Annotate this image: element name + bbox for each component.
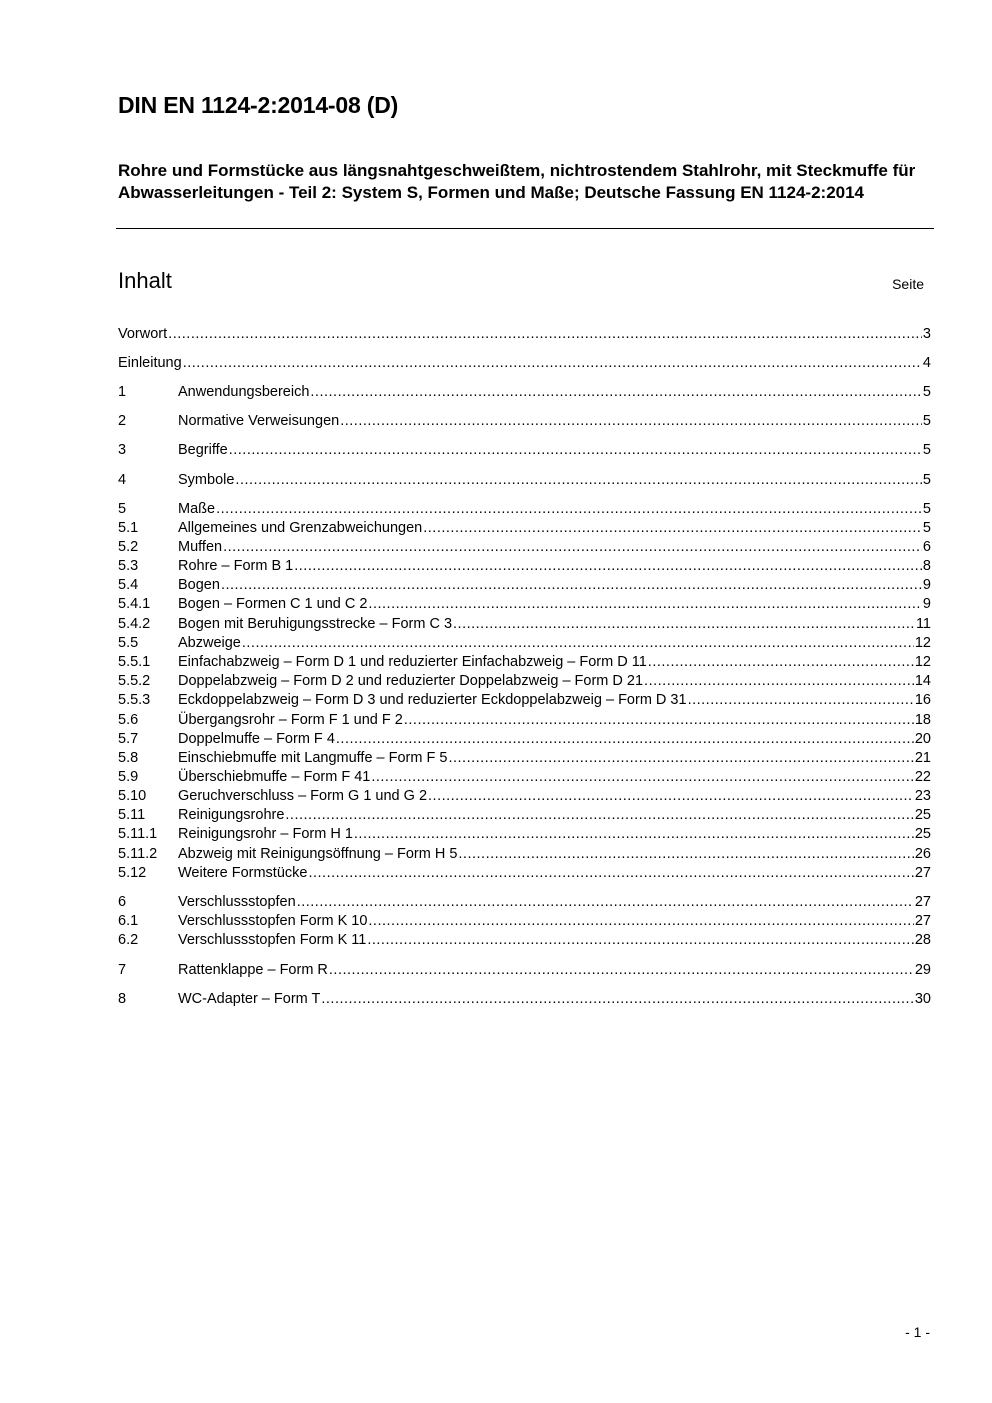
toc-entry-number: 5.5.1 <box>118 654 151 670</box>
toc-entry-label: Reinigungsrohr – Form H 1 <box>178 826 353 842</box>
toc-leader-dots <box>368 912 913 931</box>
toc-leader-dots <box>183 354 922 373</box>
toc-entry[interactable] <box>118 825 931 844</box>
toc-entry-label: Bogen <box>178 577 220 593</box>
toc-entry-page: 22 <box>914 769 931 785</box>
toc-entry-label: Eckdoppelabzweig – Form D 3 und reduzierter Eckdoppelabzweig – Form D 31 <box>178 692 687 708</box>
toc-entry-page: 27 <box>914 894 931 910</box>
toc-entry-label: Doppelmuffe – Form F 4 <box>178 731 335 747</box>
toc-entry-page: 26 <box>914 846 931 862</box>
toc-entry-page: 5 <box>922 442 931 458</box>
toc-entry-number: 5.10 <box>118 788 147 804</box>
toc-entry-label: Bogen mit Beruhigungsstrecke – Form C 3 <box>178 616 453 632</box>
toc-entry-page: 23 <box>914 788 931 804</box>
toc-entry-page: 5 <box>922 501 931 517</box>
toc-entry-page: 11 <box>915 616 931 632</box>
toc-entry[interactable] <box>118 653 931 672</box>
toc-leader-dots <box>644 672 914 691</box>
toc-entry-label: Einleitung <box>118 355 182 371</box>
toc-entry-label: Bogen – Formen C 1 und C 2 <box>178 596 368 612</box>
toc-entry-number: 1 <box>118 384 127 400</box>
toc-entry-number: 3 <box>118 442 127 458</box>
toc-leader-dots <box>297 893 914 912</box>
toc-entry-page: 3 <box>922 326 931 342</box>
toc-entry-number: 5.7 <box>118 731 139 747</box>
toc-entry[interactable] <box>118 441 931 460</box>
toc-entry-page: 12 <box>914 654 931 670</box>
toc-entry-number: 7 <box>118 962 127 978</box>
toc-leader-dots <box>329 961 914 980</box>
toc-leader-dots <box>308 864 913 883</box>
toc-entry-number: 5.4 <box>118 577 139 593</box>
toc-entry[interactable] <box>118 325 931 344</box>
toc-entry[interactable] <box>118 845 931 864</box>
toc-entry-page: 5 <box>922 413 931 429</box>
toc-entry-page: 9 <box>922 596 931 612</box>
toc-entry-page: 25 <box>914 807 931 823</box>
toc-entry[interactable] <box>118 961 931 980</box>
toc-entry[interactable] <box>118 383 931 402</box>
toc-entry-label: Doppelabzweig – Form D 2 und reduzierter Doppelabzweig – Form D 21 <box>178 673 644 689</box>
toc-entry-number: 5.11.2 <box>118 846 158 862</box>
title-divider <box>116 228 934 229</box>
toc-entry-number: 5.8 <box>118 750 139 766</box>
toc-leader-dots <box>428 787 914 806</box>
toc-entry-page: 30 <box>914 991 931 1007</box>
toc-entry-number: 5 <box>118 501 127 517</box>
toc-entry-number: 5.9 <box>118 769 139 785</box>
toc-entry[interactable] <box>118 615 931 634</box>
toc-entry-page: 18 <box>914 712 931 728</box>
toc-entry[interactable] <box>118 990 931 1009</box>
toc-entry-number: 6.1 <box>118 913 139 929</box>
toc-entry-label: Rohre – Form B 1 <box>178 558 294 574</box>
toc-entry-label: Abzweige <box>178 635 241 651</box>
toc-entry-page: 21 <box>914 750 931 766</box>
toc-entry[interactable] <box>118 806 931 825</box>
toc-leader-dots <box>368 595 922 614</box>
toc-entry[interactable] <box>118 576 931 595</box>
toc-entry-number: 6 <box>118 894 127 910</box>
toc-entry[interactable] <box>118 634 931 653</box>
toc-entry[interactable] <box>118 412 931 431</box>
toc-leader-dots <box>367 931 914 950</box>
toc-leader-dots <box>648 653 914 672</box>
toc-entry-label: Reinigungsrohre <box>178 807 285 823</box>
toc-leader-dots <box>448 749 913 768</box>
toc-entry[interactable] <box>118 471 931 490</box>
toc-leader-dots <box>688 691 914 710</box>
toc-entry-label: Abzweig mit Reinigungsöffnung – Form H 5 <box>178 846 458 862</box>
toc-entry[interactable] <box>118 768 931 787</box>
toc-entry-label: Symbole <box>178 472 235 488</box>
toc-entry-page: 29 <box>914 962 931 978</box>
toc-entry-page: 12 <box>914 635 931 651</box>
toc-entry[interactable] <box>118 787 931 806</box>
toc-entry[interactable] <box>118 519 931 538</box>
toc-entry[interactable] <box>118 749 931 768</box>
toc-entry-label: Einfachabzweig – Form D 1 und reduzierter Einfachabzweig – Form D 11 <box>178 654 647 670</box>
toc-entry-label: Überschiebmuffe – Form F 41 <box>178 769 371 785</box>
toc-leader-dots <box>354 825 914 844</box>
toc-leader-dots <box>404 711 914 730</box>
toc-entry-number: 8 <box>118 991 127 1007</box>
toc-leader-dots <box>453 615 915 634</box>
toc-leader-dots <box>458 845 913 864</box>
toc-leader-dots <box>336 730 914 749</box>
toc-entry-page: 27 <box>914 865 931 881</box>
toc-entry-number: 6.2 <box>118 932 139 948</box>
toc-entry-page: 5 <box>922 520 931 536</box>
toc-entry[interactable] <box>118 730 931 749</box>
toc-leader-dots <box>235 471 922 490</box>
toc-leader-dots <box>423 519 922 538</box>
toc-leader-dots <box>310 383 922 402</box>
toc-entry-label: Anwendungsbereich <box>178 384 310 400</box>
toc-entry[interactable] <box>118 711 931 730</box>
toc-entry-number: 5.5 <box>118 635 139 651</box>
toc-entry-page: 20 <box>914 731 931 747</box>
toc-entry-number: 5.3 <box>118 558 139 574</box>
toc-leader-dots <box>221 576 922 595</box>
toc-leader-dots <box>229 441 922 460</box>
toc-entry[interactable] <box>118 672 931 691</box>
toc-entry-number: 5.2 <box>118 539 139 555</box>
toc-entry-label: Übergangsrohr – Form F 1 und F 2 <box>178 712 403 728</box>
toc-entry-label: Verschlussstopfen Form K 10 <box>178 913 368 929</box>
toc-entry[interactable] <box>118 893 931 912</box>
toc-entry-number: 5.6 <box>118 712 139 728</box>
toc-entry-page: 5 <box>922 472 931 488</box>
toc-entry-label: Maße <box>178 501 216 517</box>
toc-leader-dots <box>294 557 922 576</box>
toc-entry-page: 27 <box>914 913 931 929</box>
toc-leader-dots <box>242 634 914 653</box>
toc-leader-dots <box>285 806 913 825</box>
toc-leader-dots <box>371 768 914 787</box>
toc-entry-number: 5.5.2 <box>118 673 151 689</box>
toc-entry-page: 16 <box>914 692 931 708</box>
toc-entry-label: Weitere Formstücke <box>178 865 308 881</box>
toc-entry-number: 2 <box>118 413 127 429</box>
toc-entry-label: WC-Adapter – Form T <box>178 991 321 1007</box>
toc-leader-dots <box>321 990 914 1009</box>
toc-entry-label: Einschiebmuffe mit Langmuffe – Form F 5 <box>178 750 448 766</box>
toc-entry-number: 5.11 <box>118 807 146 823</box>
toc-entry-number: 5.12 <box>118 865 147 881</box>
document-id: DIN EN 1124-2:2014-08 (D) <box>118 92 399 118</box>
toc-entry-label: Begriffe <box>178 442 228 458</box>
toc-entry-number: 4 <box>118 472 127 488</box>
toc-entry-number: 5.4.1 <box>118 596 151 612</box>
toc-entry-label: Geruchverschluss – Form G 1 und G 2 <box>178 788 428 804</box>
toc-entry-page: 25 <box>914 826 931 842</box>
toc-entry-label: Verschlussstopfen Form K 11 <box>178 932 367 948</box>
toc-entry-number: 5.1 <box>118 520 139 536</box>
toc-entry[interactable] <box>118 864 931 883</box>
toc-entry[interactable] <box>118 595 931 614</box>
toc-entry-label: Verschlussstopfen <box>178 894 296 910</box>
toc-entry-label: Vorwort <box>118 326 168 342</box>
toc-entry-label: Normative Verweisungen <box>178 413 340 429</box>
document-title: Rohre und Formstücke aus längsnahtgeschweißtem, nichtrostendem Stahlrohr, mit Steckmuffe für Abwasserleitungen - Teil 2: System S, Formen und Maße; Deutsche Fassung EN 1124-2:2014 <box>118 161 916 202</box>
toc-page-column-label: Seite <box>892 276 924 292</box>
toc-entry[interactable] <box>118 500 931 519</box>
toc-entry[interactable] <box>118 931 931 950</box>
toc-entry[interactable] <box>118 538 931 557</box>
toc-entry-page: 8 <box>922 558 931 574</box>
toc-leader-dots <box>340 412 922 431</box>
toc-entry[interactable] <box>118 691 931 710</box>
toc-entry-label: Muffen <box>178 539 223 555</box>
toc-leader-dots <box>168 325 922 344</box>
toc-entry-label: Rattenklappe – Form R <box>178 962 328 978</box>
toc-entry[interactable] <box>118 557 931 576</box>
toc-entry-page: 4 <box>922 355 931 371</box>
toc-entry-number: 5.11.1 <box>118 826 158 842</box>
toc-entry-number: 5.5.3 <box>118 692 151 708</box>
page-number: - 1 - <box>905 1324 930 1340</box>
toc-entry-page: 28 <box>914 932 931 948</box>
toc-entry-page: 9 <box>922 577 931 593</box>
toc-entry-page: 6 <box>922 539 931 555</box>
toc-entry-page: 5 <box>922 384 931 400</box>
toc-entry-label: Allgemeines und Grenzabweichungen <box>178 520 423 536</box>
toc-entry-page: 14 <box>914 673 931 689</box>
toc-heading: Inhalt <box>118 268 172 293</box>
toc-leader-dots <box>223 538 922 557</box>
toc-entry[interactable] <box>118 354 931 373</box>
toc-entry[interactable] <box>118 912 931 931</box>
toc-leader-dots <box>216 500 922 519</box>
toc-entry-number: 5.4.2 <box>118 616 151 632</box>
